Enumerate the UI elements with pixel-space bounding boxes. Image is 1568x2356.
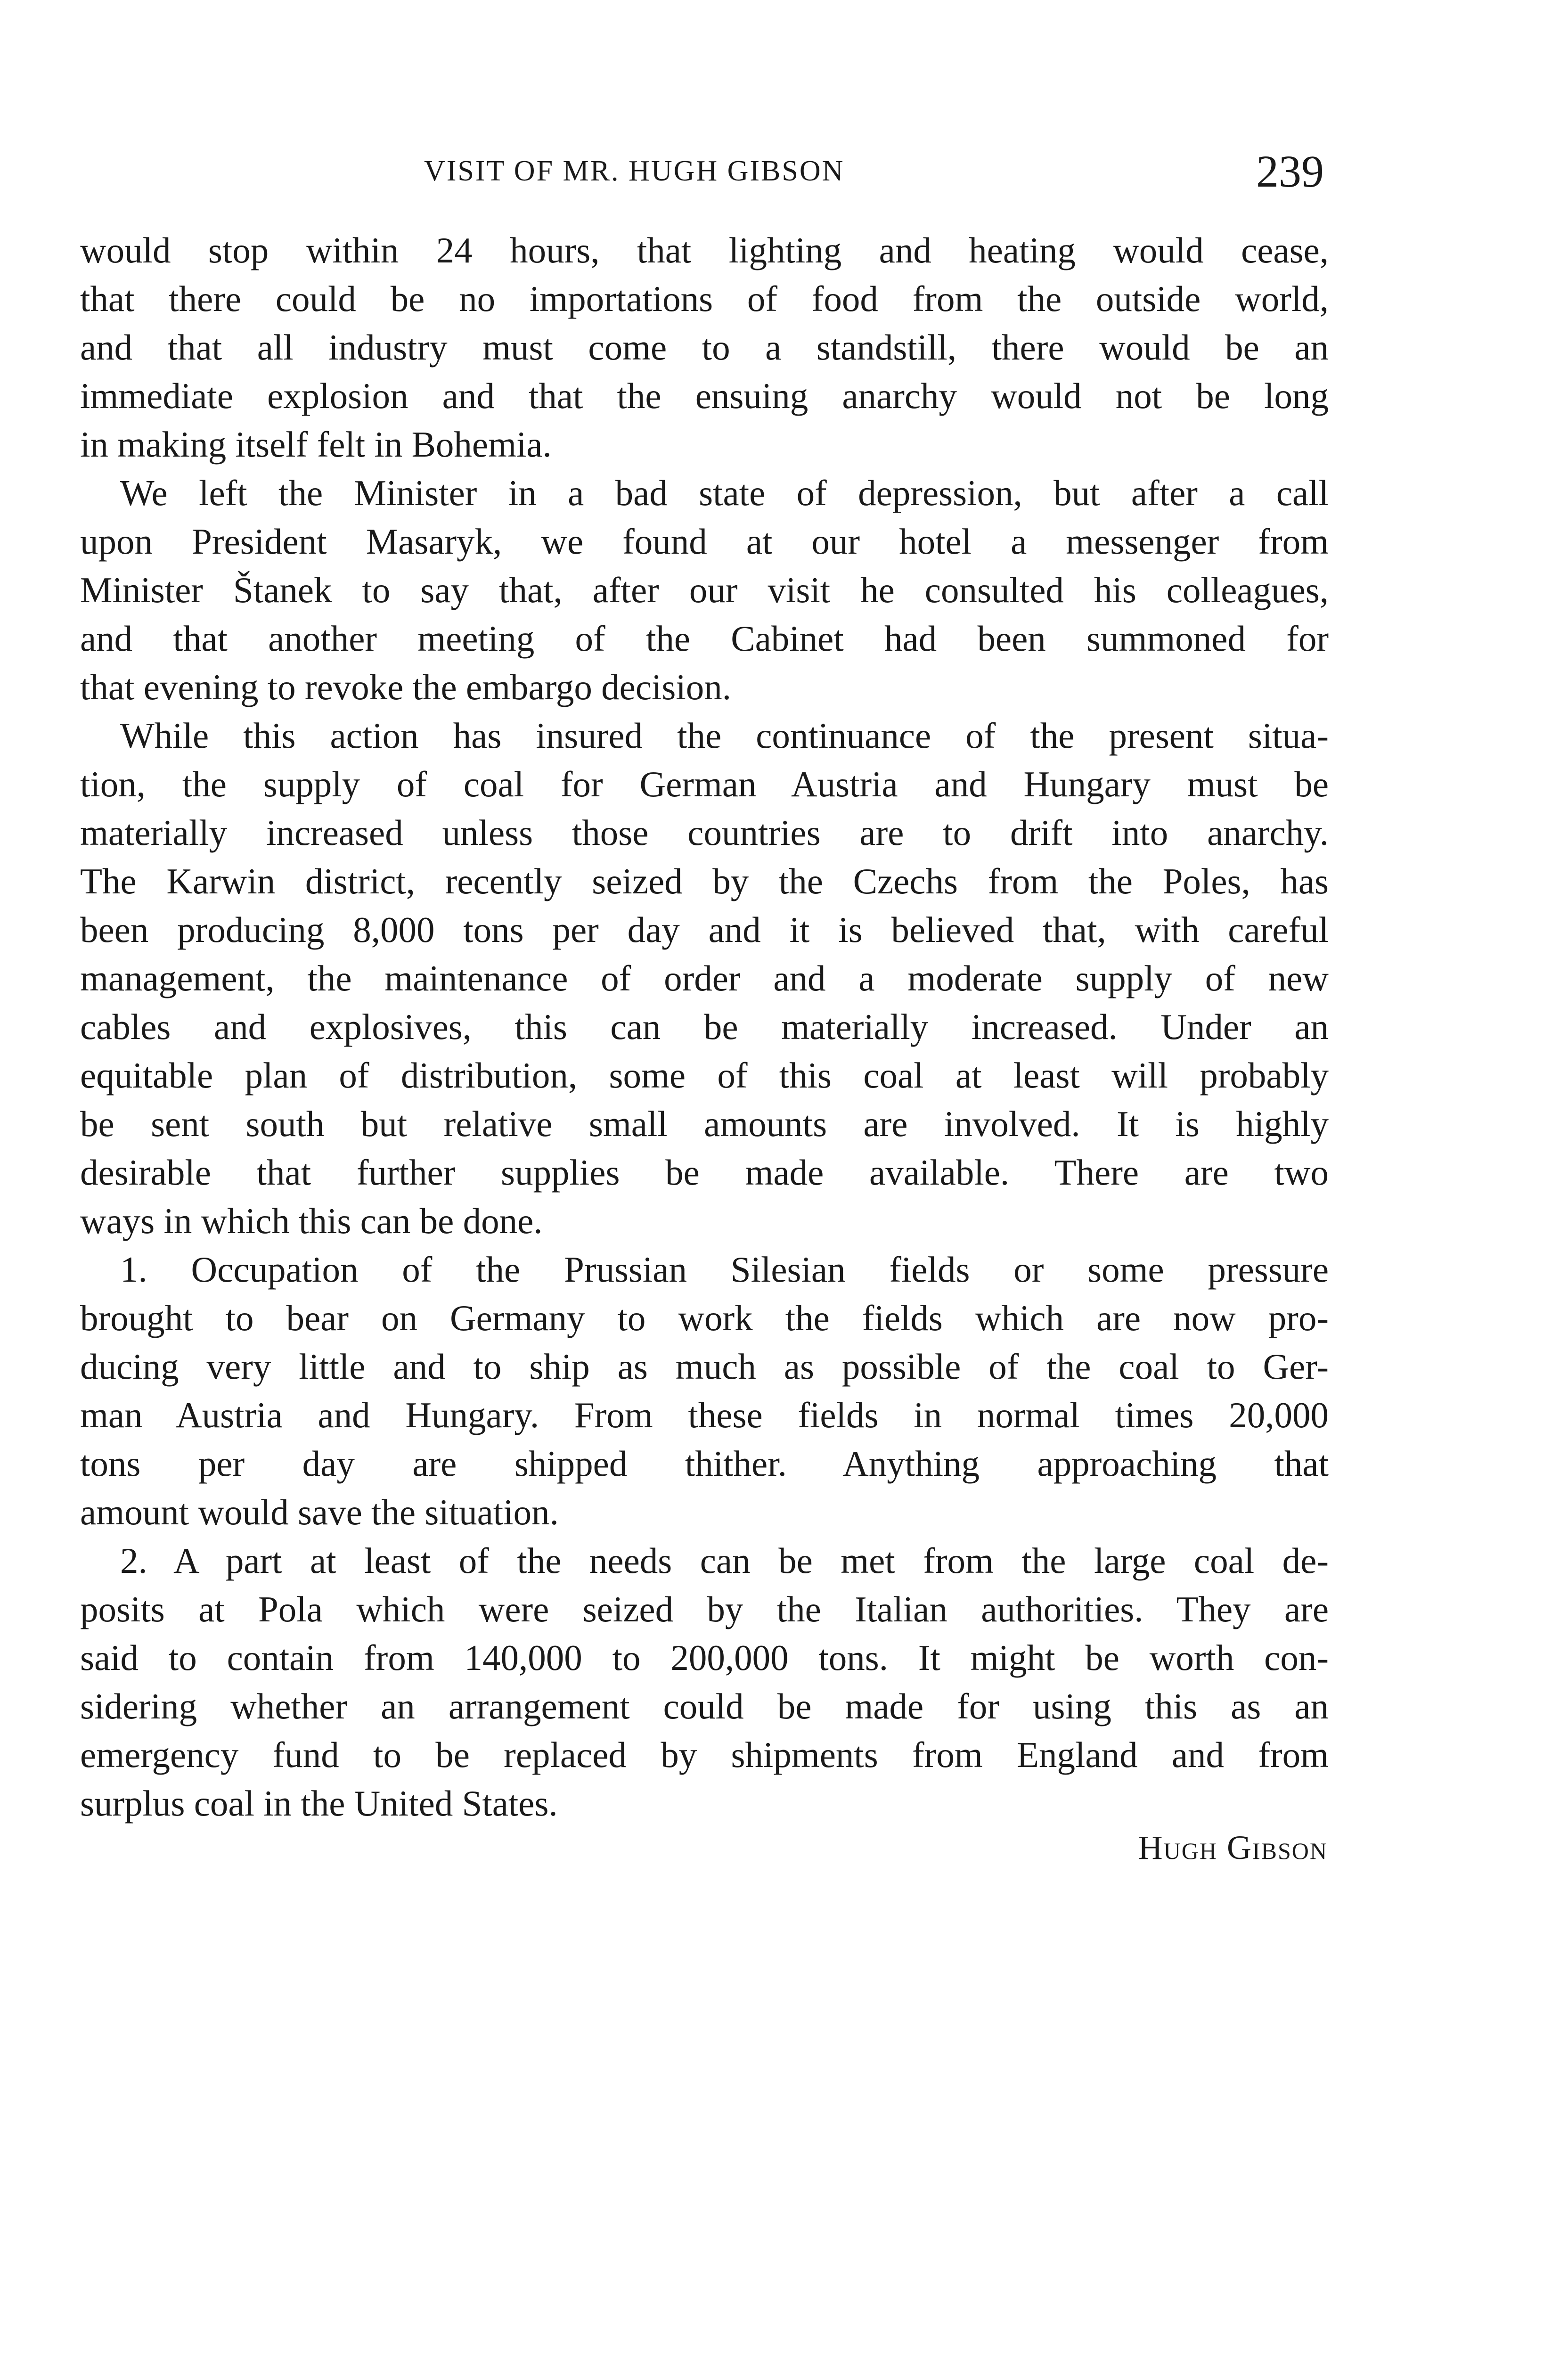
body-text [80, 226, 1329, 1828]
text-line: upon President Masaryk, we found at our hotel a messenger from [80, 521, 1329, 562]
text-line: The Karwin district, recently seized by the Czechs from the Poles, has [80, 861, 1329, 901]
text-line: immediate explosion and that the ensuing anarchy would not be long [80, 376, 1329, 416]
text-line: surplus coal in the United States. [80, 1783, 558, 1824]
list-item-line: 1. Occupation of the Prussian Silesian fields or some pressure [120, 1249, 1329, 1290]
text-line: said to contain from 140,000 to 200,000 tons. It might be worth con- [80, 1637, 1329, 1678]
text-line: be sent south but relative small amounts are involved. It is highly [80, 1104, 1329, 1144]
list-item-line: 2. A part at least of the needs can be met from the large coal de- [120, 1540, 1329, 1581]
text-line: been producing 8,000 tons per day and it is believed that, with careful [80, 909, 1329, 950]
text-line: We left the Minister in a bad state of depression, but after a call [120, 473, 1329, 513]
text-line: tion, the supply of coal for German Austria and Hungary must be [80, 764, 1329, 804]
text-line: cables and explosives, this can be materially increased. Under an [80, 1006, 1329, 1047]
text-line: posits at Pola which were seized by the Italian authorities. They are [80, 1589, 1329, 1629]
text-line: management, the maintenance of order and a moderate supply of new [80, 958, 1329, 998]
signature: Hugh Gibson [1138, 1829, 1328, 1866]
text-line: and that all industry must come to a standstill, there would be an [80, 327, 1329, 368]
page-number: 239 [1256, 146, 1324, 196]
text-line: ducing very little and to ship as much as possible of the coal to Ger- [80, 1346, 1329, 1387]
text-line: ways in which this can be done. [80, 1201, 543, 1241]
text-line: brought to bear on Germany to work the fields which are now pro- [80, 1298, 1329, 1338]
text-line: that evening to revoke the embargo decision. [80, 667, 732, 707]
text-line: materially increased unless those countries are to drift into anarchy. [80, 812, 1329, 853]
text-line: While this action has insured the continuance of the present situa- [120, 715, 1329, 756]
text-line: emergency fund to be replaced by shipments from England and from [80, 1734, 1329, 1775]
text-line: tons per day are shipped thither. Anything approaching that [80, 1443, 1329, 1484]
running-head [80, 146, 1329, 202]
text-line: amount would save the situation. [80, 1492, 559, 1532]
text-line: would stop within 24 hours, that lighting and heating would cease, [80, 230, 1329, 270]
text-line: in making itself felt in Bohemia. [80, 424, 552, 465]
text-line: equitable plan of distribution, some of this coal at least will probably [80, 1055, 1329, 1096]
text-line: man Austria and Hungary. From these fields in normal times 20,000 [80, 1395, 1329, 1435]
text-line: desirable that further supplies be made available. There are two [80, 1152, 1329, 1193]
text-line: and that another meeting of the Cabinet had been summoned for [80, 618, 1329, 659]
text-line: Minister Štanek to say that, after our visit he consulted his colleagues, [80, 570, 1329, 610]
text-line: that there could be no importations of food from the outside world, [80, 278, 1329, 319]
text-line: sidering whether an arrangement could be made for using this as an [80, 1686, 1329, 1726]
running-title: VISIT OF MR. HUGH GIBSON [424, 155, 845, 187]
